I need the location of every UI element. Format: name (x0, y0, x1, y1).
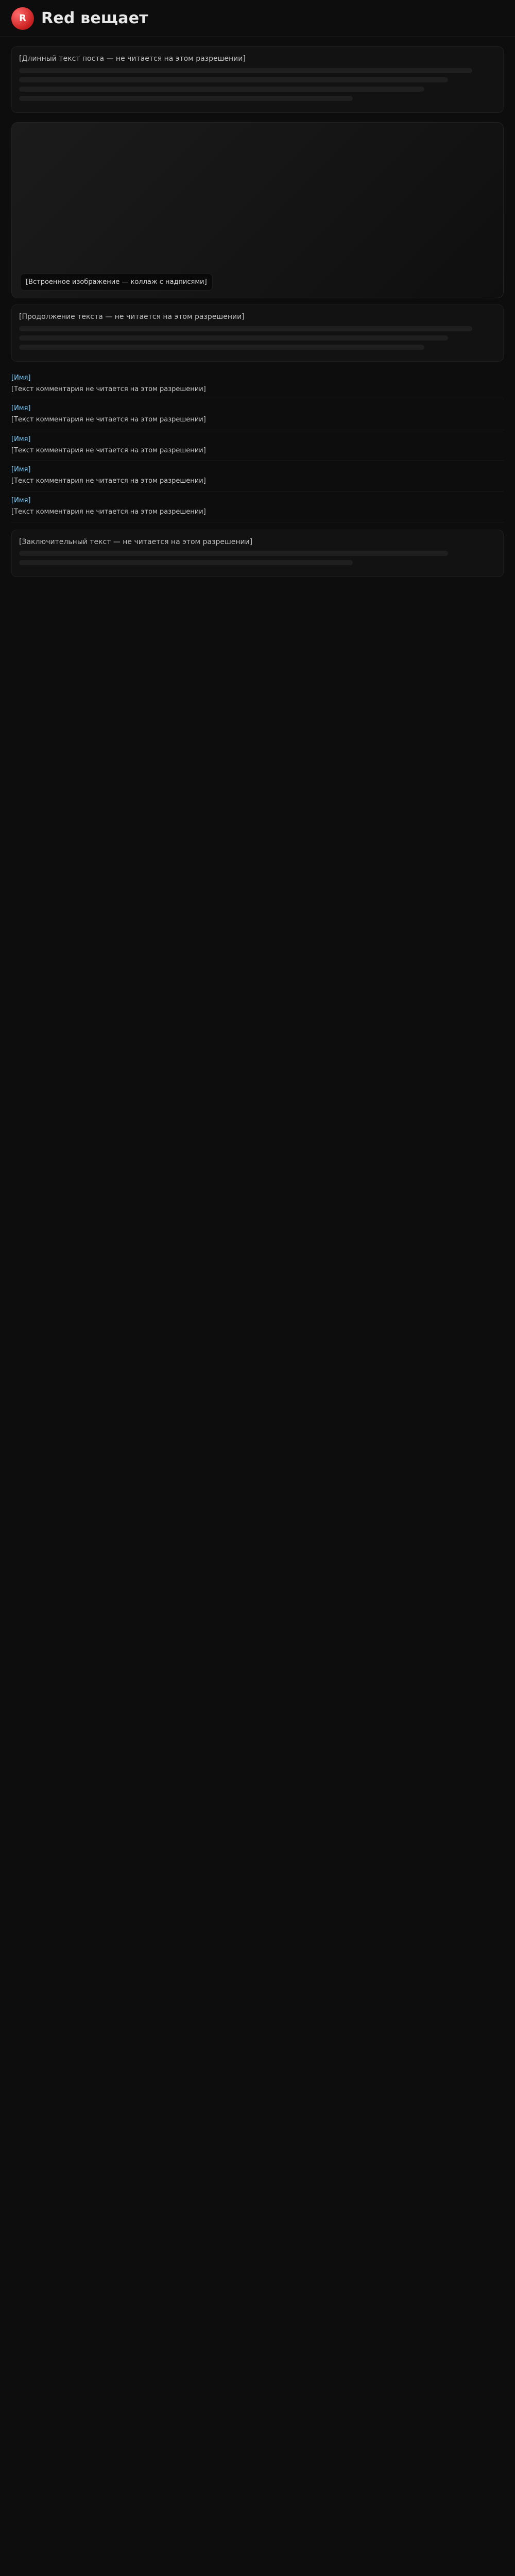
comment-text: [Текст комментария не читается на этом разрешении] (11, 477, 206, 485)
header (0, 0, 515, 37)
embedded-image-caption: [Встроенное изображение — коллаж с надписями] (20, 274, 213, 291)
comment-text: [Текст комментария не читается на этом разрешении] (11, 507, 206, 516)
post-text-middle (11, 304, 504, 362)
comment-author[interactable]: [Имя] (11, 496, 31, 504)
post-text-end-label: [Заключительный текст — не читается на этом разрешении] (19, 537, 253, 546)
comment-author[interactable]: [Имя] (11, 404, 31, 413)
comment-text: [Текст комментария не читается на этом разрешении] (11, 416, 206, 424)
page-title: Red вещает (41, 9, 148, 27)
comments (11, 369, 504, 522)
post-text-intro (11, 46, 504, 113)
text-line (19, 96, 353, 101)
text-line (19, 551, 448, 556)
comment-text: [Текст комментария не читается на этом разрешении] (11, 385, 206, 393)
text-line (19, 87, 424, 92)
comment-author[interactable]: [Имя] (11, 466, 31, 474)
comment-text: [Текст комментария не читается на этом разрешении] (11, 446, 206, 454)
comment (11, 399, 504, 430)
text-line (19, 77, 448, 82)
text-line (19, 326, 472, 331)
comment (11, 430, 504, 461)
comment (11, 492, 504, 522)
comment-author[interactable]: [Имя] (11, 435, 31, 443)
embedded-image (11, 122, 504, 298)
comment-author[interactable]: [Имя] (11, 374, 31, 382)
avatar-text: R (19, 13, 26, 24)
post-text-middle-label: [Продолжение текста — не читается на этом разрешении] (19, 312, 245, 321)
comment (11, 369, 504, 400)
text-line (19, 335, 448, 341)
text-line (19, 345, 424, 350)
text-line (19, 68, 472, 73)
post-text-end (11, 530, 504, 578)
post-text-intro-label: [Длинный текст поста — не читается на этом разрешении] (19, 55, 246, 63)
content (0, 37, 515, 586)
avatar (11, 7, 34, 30)
comment (11, 461, 504, 492)
text-line (19, 560, 353, 565)
